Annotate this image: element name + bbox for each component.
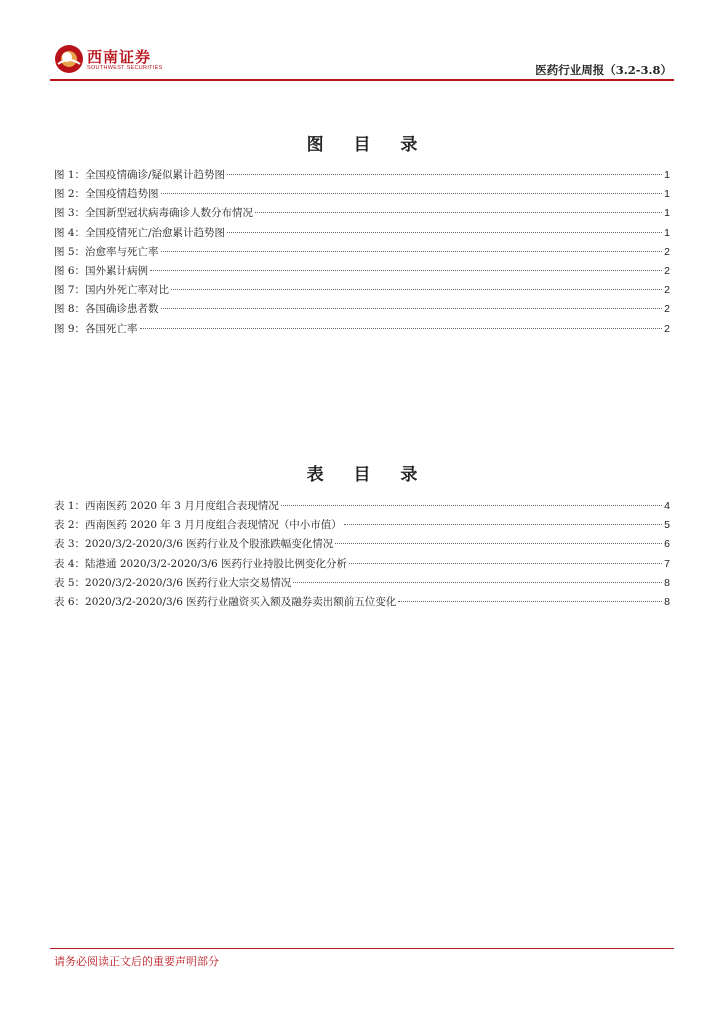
toc-leader-dots [227,232,662,233]
toc-entry-page: 2 [664,322,670,335]
toc-entry-label: 图 7：国内外死亡率对比 [54,284,170,297]
report-title: 医药行业周报（3.2-3.8） [535,63,672,77]
toc-entry-page: 1 [664,226,670,239]
toc-entry-page: 8 [664,595,670,608]
toc-entry[interactable] [54,301,670,320]
toc-leader-dots [161,251,663,252]
toc-entry-label: 图 1：全国疫情确诊/疑似累计趋势图 [54,169,226,181]
toc-entry[interactable] [54,186,670,205]
toc-entry-page: 6 [664,538,670,551]
footer-divider [50,948,674,949]
toc-entry-page: 1 [664,188,670,201]
toc-entry[interactable] [54,167,670,186]
toc-entry[interactable] [54,575,670,594]
toc-leader-dots [293,582,662,583]
toc-entry-label: 图 9：各国死亡率 [54,322,138,335]
figure-list-title: 图 目 录 [306,135,430,155]
toc-entry-page: 5 [664,519,670,532]
toc-entry[interactable] [54,263,670,282]
toc-leader-dots [161,193,663,194]
toc-entry-page: 7 [664,557,670,570]
toc-entry[interactable] [54,244,670,263]
toc-entry[interactable] [54,517,670,536]
figure-list [54,167,670,340]
toc-leader-dots [255,212,662,213]
toc-entry[interactable] [54,205,670,224]
toc-entry[interactable] [54,282,670,301]
toc-entry-label: 表 1：西南医药 2020 年 3 月月度组合表现情况 [54,500,279,512]
company-logo [54,44,194,76]
toc-entry-label: 图 3：全国新型冠状病毒确诊人数分布情况 [54,207,254,220]
toc-leader-dots [398,601,662,602]
toc-entry-label: 图 6：国外累计病例 [54,264,149,277]
toc-leader-dots [171,289,662,290]
toc-entry-label: 表 2：西南医药 2020 年 3 月月度组合表现情况（中小市值） [54,519,342,532]
toc-entry-page: 1 [664,169,670,181]
toc-entry[interactable] [54,594,670,613]
toc-entry-label: 图 8：各国确诊患者数 [54,303,159,316]
toc-entry-page: 4 [664,500,670,512]
logo-english-name: SOUTHWEST SECURITIES [87,65,163,71]
toc-entry-page: 2 [664,284,670,297]
toc-entry-page: 2 [664,245,670,258]
toc-entry-label: 图 2：全国疫情趋势图 [54,188,159,201]
toc-entry[interactable] [54,556,670,575]
table-list-title: 表 目 录 [306,465,430,485]
toc-leader-dots [344,524,662,525]
toc-entry-page: 2 [664,264,670,277]
table-list [54,498,670,613]
toc-leader-dots [150,270,662,271]
toc-entry-label: 表 4：陆港通 2020/3/2-2020/3/6 医药行业持股比例变化分析 [54,557,348,570]
toc-entry-label: 表 3：2020/3/2-2020/3/6 医药行业及个股涨跌幅变化情况 [54,538,334,551]
toc-entry-label: 表 6：2020/3/2-2020/3/6 医药行业融资买入额及融券卖出额前五位变化 [54,595,397,608]
toc-leader-dots [140,328,663,329]
toc-leader-dots [227,174,662,175]
toc-entry-page: 2 [664,303,670,316]
logo-chinese-name: 西南证券 [87,48,152,66]
toc-entry[interactable] [54,321,670,340]
toc-entry-label: 图 4：全国疫情死亡/治愈累计趋势图 [54,226,226,239]
footer-notice: 请务必阅读正文后的重要声明部分 [54,955,219,968]
toc-leader-dots [161,308,663,309]
toc-entry-page: 1 [664,207,670,220]
toc-entry-label: 表 5：2020/3/2-2020/3/6 医药行业大宗交易情况 [54,576,292,589]
toc-entry[interactable] [54,225,670,244]
toc-leader-dots [335,543,662,544]
logo-emblem-icon [54,44,84,74]
toc-leader-dots [281,505,662,506]
toc-entry-label: 图 5：治愈率与死亡率 [54,245,159,258]
toc-entry-page: 8 [664,576,670,589]
toc-entry[interactable] [54,498,670,517]
header-divider [50,79,674,81]
toc-leader-dots [349,563,662,564]
toc-entry[interactable] [54,536,670,555]
